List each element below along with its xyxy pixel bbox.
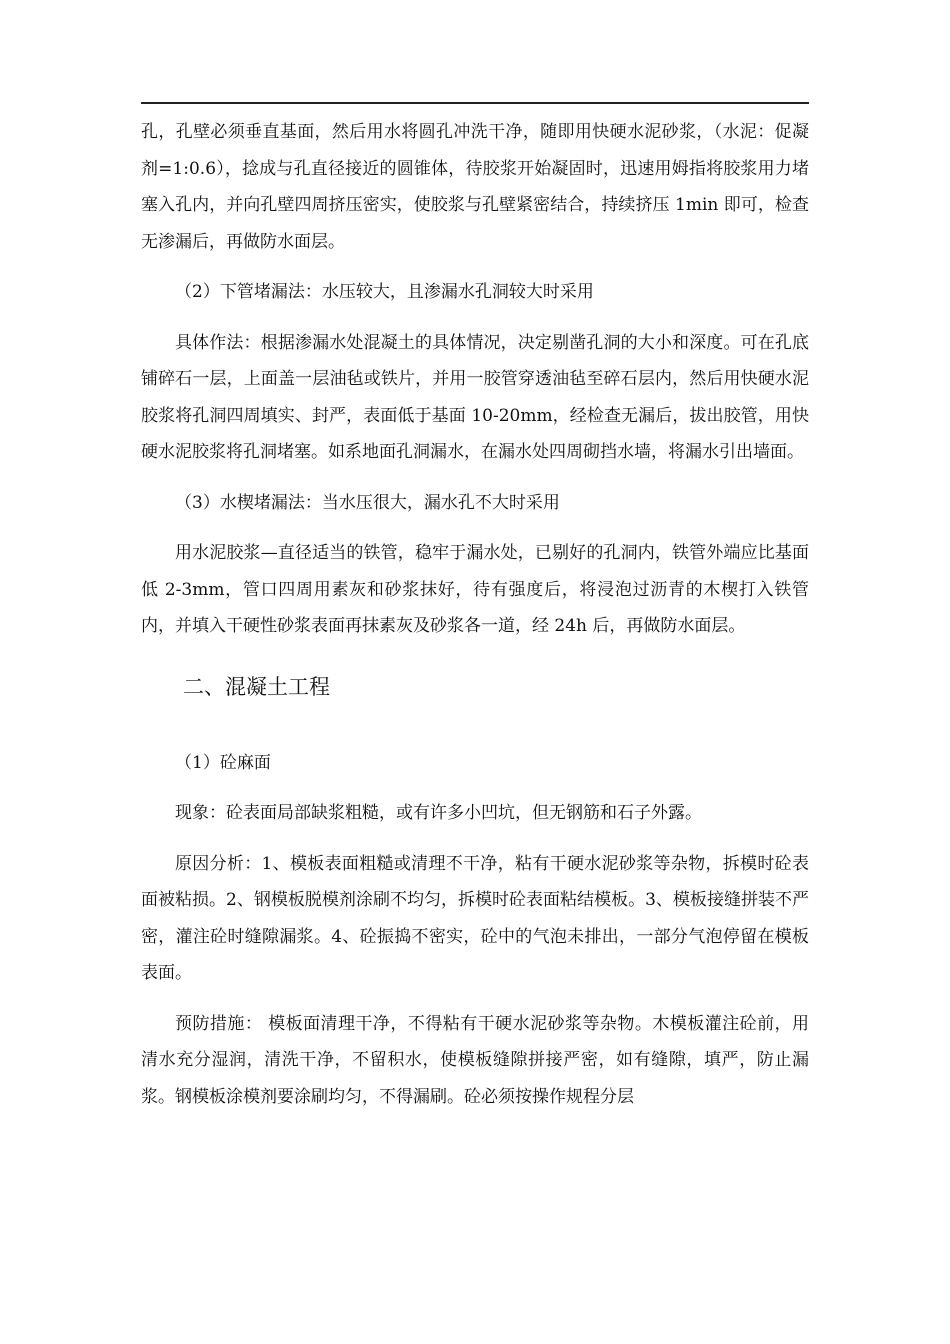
subheading-pipe-plugging: （2）下管堵漏法：水压较大，且渗漏水孔洞较大时采用 bbox=[175, 282, 594, 302]
paragraph-cause-analysis: 原因分析：1、模板表面粗糙或清理不干净，粘有干硬水泥砂浆等杂物，拆模时砼表面被粘损。2、钢模板脱模剂涂刷不均匀，拆模时砼表面粘结模板。3、模板接缝拼装不严密，灌注砼时缝隙漏浆。4、砼振捣不密实，砼中的气泡未排出，一部分气泡停留在模板表面。 bbox=[141, 853, 809, 983]
paragraph-pipe-method: 具体作法：根据渗漏水处混凝土的具体情况，决定剔凿孔洞的大小和深度。可在孔底铺碎石一层，上面盖一层油毡或铁片，并用一胶管穿透油毡至碎石层内，然后用快硬水泥胶浆将孔洞四周填实、封严，表面低于基面 10-20mm，经检查无漏后，拔出胶管，用快硬水泥胶浆将孔洞堵塞。如系地面孔洞漏水，在漏水处四周砌挡水墙，将漏水引出墙面。 bbox=[141, 332, 809, 462]
header-rule bbox=[141, 102, 809, 104]
subheading-pitted-surface: （1）砼麻面 bbox=[175, 752, 271, 773]
subheading-wedge-plugging: （3）水楔堵漏法：当水压很大，漏水孔不大时采用 bbox=[175, 492, 560, 513]
document-body bbox=[141, 114, 809, 1115]
paragraph-prevention: 预防措施： 模板面清理干净，不得粘有干硬水泥砂浆等杂物。木模板灌注砼前，用清水充分湿润，清洗干净，不留积水，使模板缝隙拼接严密，如有缝隙，填严，防止漏浆。钢模板涂模剂要涂刷均匀，不得漏刷。砼必须按操作规程分层 bbox=[141, 1013, 809, 1107]
paragraph-continuation: 孔，孔壁必须垂直基面，然后用水将圆孔冲洗干净，随即用快硬水泥砂浆，（水泥：促凝剂=1:0.6），捻成与孔直径接近的圆锥体，待胶浆开始凝固时，迅速用姆指将胶浆用力堵塞入孔内，并向孔壁四周挤压密实，使胶浆与孔壁紧密结合，持续挤压 1min 即可，检查无渗漏后，再做防水面层。 bbox=[141, 122, 809, 252]
section-heading-concrete: 二、混凝土工程 bbox=[183, 674, 330, 699]
paragraph-wedge-method: 用水泥胶浆—直径适当的铁管，稳牢于漏水处，已剔好的孔洞内，铁管外端应比基面低 2-3mm，管口四周用素灰和砂浆抹好，待有强度后，将浸泡过沥青的木楔打入铁管内，并填入干硬性砂浆表面再抹素灰及砂浆各一道，经 24h 后，再做防水面层。 bbox=[141, 543, 809, 636]
paragraph-phenomenon: 现象：砼表面局部缺浆粗糙，或有许多小凹坑，但无钢筋和石子外露。 bbox=[175, 803, 702, 823]
